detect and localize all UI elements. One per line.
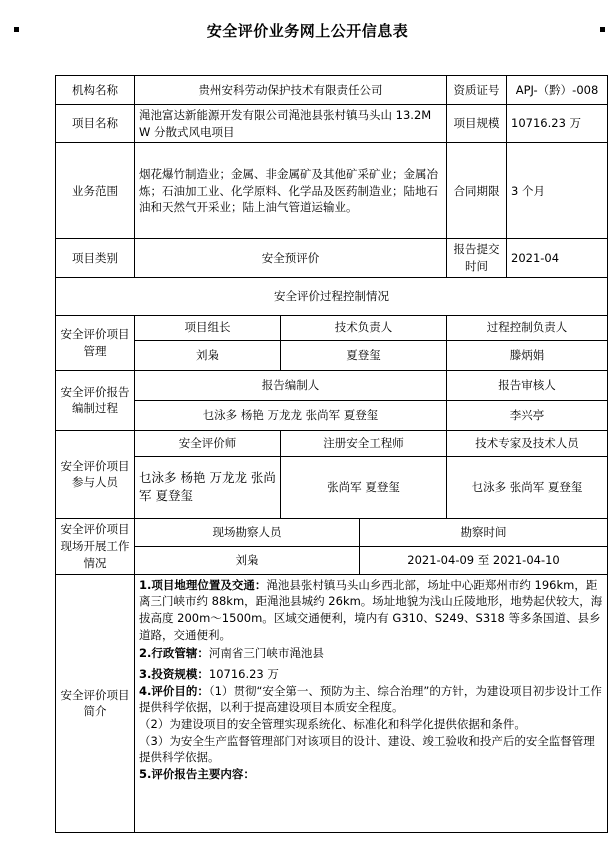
compilers-value: 乜泳多 杨艳 万龙龙 张尚军 夏登玺 <box>135 400 447 430</box>
row-report-values <box>56 400 608 430</box>
row-category <box>56 239 608 277</box>
site-label: 安全评价项目现场开展工作情况 <box>56 518 135 574</box>
page-title: 安全评价业务网上公开信息表 <box>206 22 409 40</box>
ctrl-value: 滕炳娟 <box>447 340 608 370</box>
row-project <box>56 105 608 143</box>
staff-label: 安全评价项目参与人员 <box>56 430 135 518</box>
intro-p2-title: 2.行政管辖： <box>139 646 209 661</box>
intro-label: 安全评价项目简介 <box>56 574 135 832</box>
ctrl-label: 过程控制负责人 <box>447 315 608 340</box>
row-report-titles <box>56 370 608 400</box>
row-site-titles <box>56 518 608 546</box>
row-staff-values <box>56 456 608 518</box>
project-label: 项目名称 <box>56 105 135 143</box>
surveyors-value: 刘枭 <box>135 546 360 574</box>
intro-p5-title: 5.评价报告主要内容： <box>139 767 255 782</box>
org-value: 贵州安科劳动保护技术有限责任公司 <box>135 76 447 105</box>
intro-p1 <box>139 577 603 644</box>
scope-value: 烟花爆竹制造业；金属、非金属矿及其他矿采矿业；金属冶炼；石油加工业、化学原料、化学品及医药制造业；陆地石油和天然气开采业；陆上油气管道运输业。 <box>135 143 447 239</box>
intro-p4-item2: （2）为建设项目的安全管理实现系统化、标准化和科学化提供依据和条件。 <box>139 717 526 732</box>
cert-value: APJ-（黔）-008 <box>507 76 608 105</box>
intro-p4 <box>139 683 603 716</box>
scale-value: 10716.23 万 <box>507 105 608 143</box>
row-scope <box>56 143 608 239</box>
intro-content <box>135 574 608 832</box>
intro-p4-title: 4.评价目的： <box>139 683 209 698</box>
row-org <box>56 76 608 105</box>
info-table <box>55 75 608 833</box>
report-label: 安全评价报告编制过程 <box>56 370 135 430</box>
intro-p2 <box>139 645 603 662</box>
tech-value: 夏登玺 <box>281 340 447 370</box>
intro-p4-item3: （3）为安全生产监督管理部门对该项目的设计、建设、竣工验收和投产后的安全监督管理提供科学依据。 <box>139 733 595 765</box>
scope-label: 业务范围 <box>56 143 135 239</box>
experts-label: 技术专家及技术人员 <box>447 430 608 456</box>
org-label: 机构名称 <box>56 76 135 105</box>
row-process-header <box>56 277 608 315</box>
leader-value: 刘枭 <box>135 340 281 370</box>
survey-time-label: 勘察时间 <box>360 518 608 546</box>
engineers-label: 注册安全工程师 <box>281 430 447 456</box>
evaluators-value: 乜泳多 杨艳 万龙龙 张尚军 夏登玺 <box>135 456 281 518</box>
submit-label: 报告提交时间 <box>447 239 507 277</box>
row-staff-titles <box>56 430 608 456</box>
engineers-value: 张尚军 夏登玺 <box>281 456 447 518</box>
intro-p3 <box>139 666 603 683</box>
submit-value: 2021-04 <box>507 239 608 277</box>
mgmt-label: 安全评价项目管理 <box>56 315 135 370</box>
intro-p5 <box>139 766 603 783</box>
intro-p3-title: 3.投资规模： <box>139 667 209 682</box>
tech-label: 技术负责人 <box>281 315 447 340</box>
row-mgmt-values <box>56 340 608 370</box>
cert-label: 资质证号 <box>447 76 507 105</box>
category-label: 项目类别 <box>56 239 135 277</box>
intro-p1-text: 渑池县张村镇马头山乡西北部，场址中心距郑州市约 196km，距离三门峡市约 88km，距渑池县城约 26km。场址地貌为浅山丘陵地形，地势起伏较大，海拔高度 200m～1500m。区域交通便利，境内有 G310、S249、S318 等多条国道、县乡道路，交通便利。 <box>139 577 603 642</box>
category-value: 安全预评价 <box>135 239 447 277</box>
intro-p3-text: 10716.23 万 <box>208 667 279 682</box>
survey-time-value: 2021-04-09 至 2021-04-10 <box>360 546 608 574</box>
leader-label: 项目组长 <box>135 315 281 340</box>
intro-p1-title: 1.项目地理位置及交通： <box>139 577 267 592</box>
reviewer-value: 李兴亭 <box>447 400 608 430</box>
experts-value: 乜泳多 张尚军 夏登玺 <box>447 456 608 518</box>
project-value: 渑池富达新能源开发有限公司渑池县张村镇马头山 13.2MW 分散式风电项目 <box>135 105 447 143</box>
compilers-label: 报告编制人 <box>135 370 447 400</box>
row-mgmt-titles <box>56 315 608 340</box>
row-intro <box>56 574 608 832</box>
reviewer-label: 报告审核人 <box>447 370 608 400</box>
scale-label: 项目规模 <box>447 105 507 143</box>
intro-p2-text: 河南省三门峡市渑池县 <box>208 646 324 661</box>
intro-p4-text: （1）贯彻“安全第一、预防为主、综合治理”的方针，为建设项目初步设计工作提供科学依据，以利于提高建设项目本质安全程度。 <box>139 683 602 715</box>
row-site-values <box>56 546 608 574</box>
process-header: 安全评价过程控制情况 <box>56 277 608 315</box>
period-value: 3 个月 <box>507 143 608 239</box>
surveyors-label: 现场勘察人员 <box>135 518 360 546</box>
period-label: 合同期限 <box>447 143 507 239</box>
evaluators-label: 安全评价师 <box>135 430 281 456</box>
